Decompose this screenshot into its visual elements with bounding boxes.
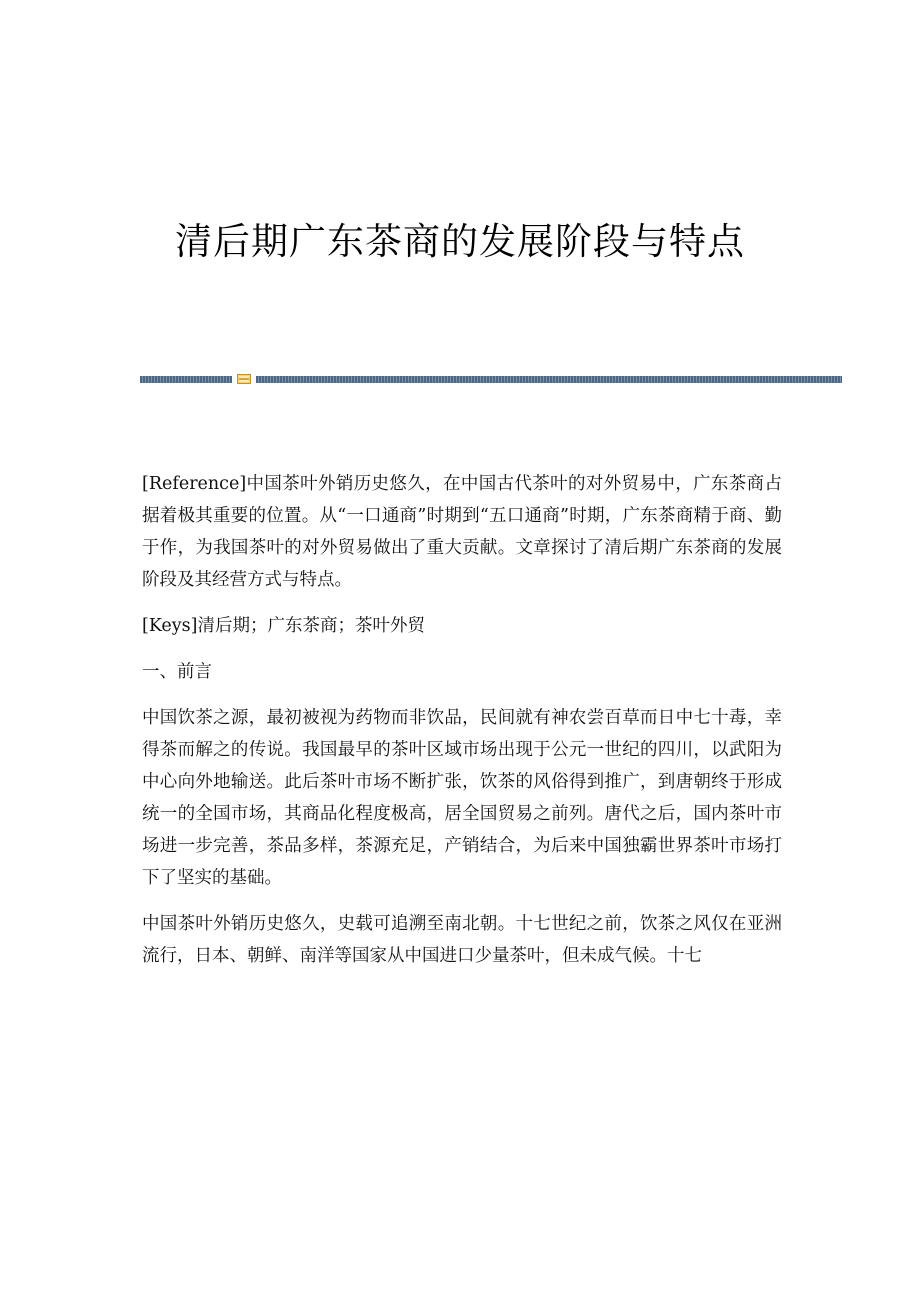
- document-title: 清后期广东茶商的发展阶段与特点: [175, 220, 745, 263]
- section-heading: 一、前言: [142, 662, 212, 682]
- keywords-line: [Keys]清后期；广东茶商；茶叶外贸: [142, 616, 425, 636]
- divider-bar-right: [256, 376, 842, 383]
- body-paragraph: 中国茶叶外销历史悠久，史载可追溯至南北朝。十七世纪之前，饮茶之风仅在亚洲流行，日本、朝鲜、南洋等国家从中国进口少量茶叶，但未成气候。十七: [142, 914, 782, 966]
- divider-bar-left: [140, 376, 232, 383]
- body-paragraph: 中国饮茶之源，最初被视为药物而非饮品，民间就有神农尝百草而日中七十毒，幸得茶而解之的传说。我国最早的茶叶区域市场出现于公元一世纪的四川，以武阳为中心向外地输送。此后茶叶市场不断扩张，饮茶的风俗得到推广，到唐朝终于形成统一的全国市场，其商品化程度极高，居全国贸易之前列。唐代之后，国内茶叶市场进一步完善，茶品多样，茶源充足，产销结合，为后来中国独霸世界茶叶市场打下了坚实的基础。: [142, 708, 782, 888]
- title-divider: [140, 373, 842, 385]
- divider-ornament-icon: [237, 373, 251, 385]
- document-body: [142, 468, 782, 986]
- reference-paragraph: [Reference]中国茶叶外销历史悠久，在中国古代茶叶的对外贸易中，广东茶商占据着极其重要的位置。从“一口通商”时期到“五口通商”时期，广东茶商精于商、勤于作，为我国茶叶的对外贸易做出了重大贡献。文章探讨了清后期广东茶商的发展阶段及其经营方式与特点。: [142, 474, 782, 590]
